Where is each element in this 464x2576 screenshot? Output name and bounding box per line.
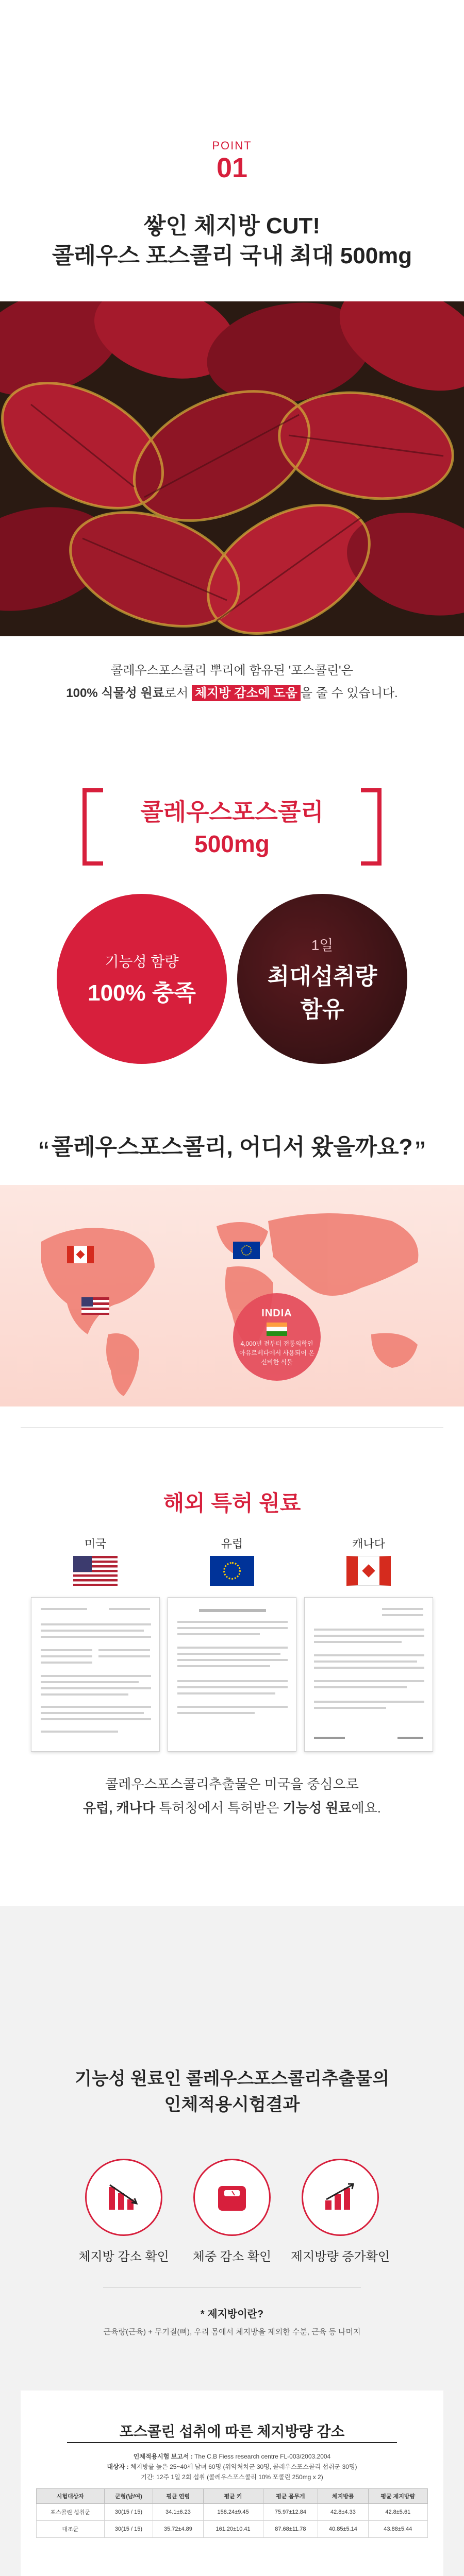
india-desc1: 4,000년 전부터 전통의학인	[240, 1340, 313, 1347]
origin-title-rest: , 어디서 왔을까요?	[226, 1134, 413, 1160]
bracket-title-line2: 500mg	[194, 831, 270, 857]
table-header: 평균 제지방량	[368, 2489, 427, 2504]
india-callout	[233, 1293, 321, 1381]
icon-label-weight: 체중 감소 확인	[192, 2250, 272, 2264]
table-header: 시험대상자	[37, 2489, 105, 2504]
usa-flag-large-icon	[73, 1556, 118, 1586]
open-quote-glyph: “	[39, 1135, 49, 1170]
world-map	[0, 1185, 464, 1406]
report-method: 기간: 12주 1일 2회 섭취 (콜레우스포스콜리 10% 포콜린 250mg x 2)	[141, 2473, 323, 2481]
trial-title-line1: 기능성 원료인 콜레우스포스콜리추출물의	[74, 2069, 390, 2089]
close-quote-glyph: ”	[415, 1135, 425, 1170]
table-cell: 42.8±4.33	[318, 2504, 368, 2521]
circle-standard	[57, 894, 227, 1064]
circle-max-line1: 1일	[311, 937, 334, 953]
report-table	[36, 2488, 428, 2538]
table-cell: 30(15 / 15)	[104, 2521, 153, 2538]
world-map-graphic	[0, 1185, 464, 1406]
usa-patent-document	[31, 1597, 160, 1752]
bar-decrease-icon	[85, 2159, 162, 2236]
bar-increase-icon	[302, 2159, 379, 2236]
trial-title-line2: 인체적용시험결과	[164, 2095, 300, 2114]
india-desc2: 아유르베다에서 사용되어 온	[239, 1349, 314, 1357]
patent-country-eu: 유럽	[221, 1537, 243, 1550]
report-card	[21, 2391, 443, 2576]
table-cell: 161.20±10.41	[203, 2521, 263, 2538]
report-source: The C.B Fiess research centre FL-003/2003.2004	[194, 2453, 331, 2460]
patent-desc-mid: 특허청에서 특허받은	[155, 1800, 283, 1816]
circle-max-line3: 함유	[300, 997, 344, 1022]
report-source-label: 인체적용시험 보고서 :	[133, 2453, 193, 2460]
intro-line1: 콜레우스포스콜리 뿌리에 함유된 '포스콜린'은	[111, 664, 353, 677]
scale-icon	[193, 2159, 271, 2236]
note-divider	[103, 2287, 361, 2288]
table-cell: 87.68±11.78	[263, 2521, 318, 2538]
trial-title	[0, 2066, 464, 2117]
india-flag-icon	[267, 1323, 287, 1336]
eu-patent-document	[168, 1597, 296, 1752]
canada-patent-document	[304, 1597, 433, 1752]
intro-line2	[0, 682, 464, 705]
patent-description	[0, 1772, 464, 1820]
intro-mid: 로서	[164, 686, 192, 700]
table-header: 체지방률	[318, 2489, 368, 2504]
canada-flag-large-icon	[346, 1556, 391, 1586]
table-header: 평균 키	[203, 2489, 263, 2504]
origin-question	[0, 1128, 464, 1170]
eu-flag-large-icon	[210, 1556, 254, 1586]
intro-after: 을 줄 수 있습니다.	[300, 686, 398, 700]
patent-desc-bold: 유럽, 캐나다	[82, 1800, 156, 1816]
table-header-row	[37, 2489, 428, 2504]
india-label: INDIA	[261, 1307, 292, 1319]
table-row	[37, 2504, 428, 2521]
icon-label-fat: 체지방 감소 확인	[78, 2250, 169, 2264]
patent-desc-bold2: 기능성 원료	[283, 1800, 352, 1816]
table-cell: 43.88±5.44	[368, 2521, 427, 2538]
note-title: * 제지방이란?	[200, 2309, 264, 2320]
canada-flag-icon	[67, 1246, 94, 1263]
intro-text	[0, 659, 464, 705]
clinical-section	[0, 1906, 464, 2576]
table-cell: 30(15 / 15)	[104, 2504, 153, 2521]
coleus-leaves-photo	[0, 301, 464, 636]
circle-max-line2: 최대섭취량	[267, 964, 377, 989]
patent-desc-end: 예요.	[351, 1800, 382, 1816]
patent-country-canada: 캐나다	[352, 1537, 385, 1550]
report-subject: 체지방률 높은 25~40세 남녀 60명 (위약처치군 30명, 콜레우스포스콜리 섭취군 30명)	[130, 2463, 357, 2470]
icon-label-lean: 제지방량 증가확인	[290, 2250, 390, 2264]
table-row	[37, 2521, 428, 2538]
eu-flag-icon	[233, 1242, 260, 1259]
section-divider	[21, 1427, 443, 1428]
intro-bold: 100% 식물성 원료	[66, 686, 164, 700]
table-cell: 42.8±5.61	[368, 2504, 427, 2521]
bracket-title-line1: 콜레우스포스콜리	[140, 799, 324, 825]
origin-title-red: 콜레우스포스콜리	[51, 1134, 227, 1160]
report-title: 포스콜린 섭취에 따른 체지방량 감소	[119, 2424, 345, 2439]
patent-desc-line1: 콜레우스포스콜리추출물은 미국을 중심으로	[105, 1776, 359, 1792]
bracket-title	[0, 796, 464, 860]
usa-flag-icon	[81, 1297, 109, 1315]
patent-title-text: 해외 특허 원료	[163, 1491, 301, 1515]
report-title-underline	[67, 2442, 397, 2443]
report-subject-row	[36, 2462, 428, 2472]
patent-desc-line2	[0, 1796, 464, 1820]
headline	[0, 211, 464, 271]
patent-country-usa: 미국	[84, 1537, 107, 1550]
table-cell: 대조군	[37, 2521, 105, 2538]
patent-title	[0, 1486, 464, 1517]
table-cell: 75.97±12.84	[263, 2504, 318, 2521]
table-cell: 포스콜린 섭취군	[37, 2504, 105, 2521]
headline-line2: 콜레우스 포스콜리 국내 최대 500mg	[52, 243, 412, 268]
report-meta	[36, 2451, 428, 2482]
report-table-wrap	[36, 2488, 428, 2538]
point-label: POINT	[212, 139, 252, 152]
point-number: 01	[216, 152, 248, 183]
circle-standard-line1: 기능성 함량	[105, 954, 179, 970]
point-header	[0, 139, 464, 183]
table-cell: 40.85±5.14	[318, 2521, 368, 2538]
report-subject-label: 대상자 :	[107, 2463, 129, 2470]
report-source-row	[36, 2451, 428, 2462]
table-cell: 34.1±6.23	[153, 2504, 203, 2521]
intro-highlight: 체지방 감소에 도움	[192, 685, 301, 701]
table-header: 평균 연령	[153, 2489, 203, 2504]
table-cell: 158.24±9.45	[203, 2504, 263, 2521]
circle-standard-line2: 100% 충족	[88, 980, 196, 1006]
india-desc3: 신비한 식물	[261, 1358, 293, 1366]
table-cell: 35.72±4.89	[153, 2521, 203, 2538]
circle-max-intake	[237, 894, 407, 1064]
table-header: 평균 몸무게	[263, 2489, 318, 2504]
table-header: 군형(남/여)	[104, 2489, 153, 2504]
headline-line1: 쌓인 체지방 CUT!	[143, 213, 321, 239]
note-text: 근육량(근육) + 무기질(뼈), 우리 몸에서 체지방을 제외한 수분, 근육 등 나머지	[103, 2328, 361, 2336]
